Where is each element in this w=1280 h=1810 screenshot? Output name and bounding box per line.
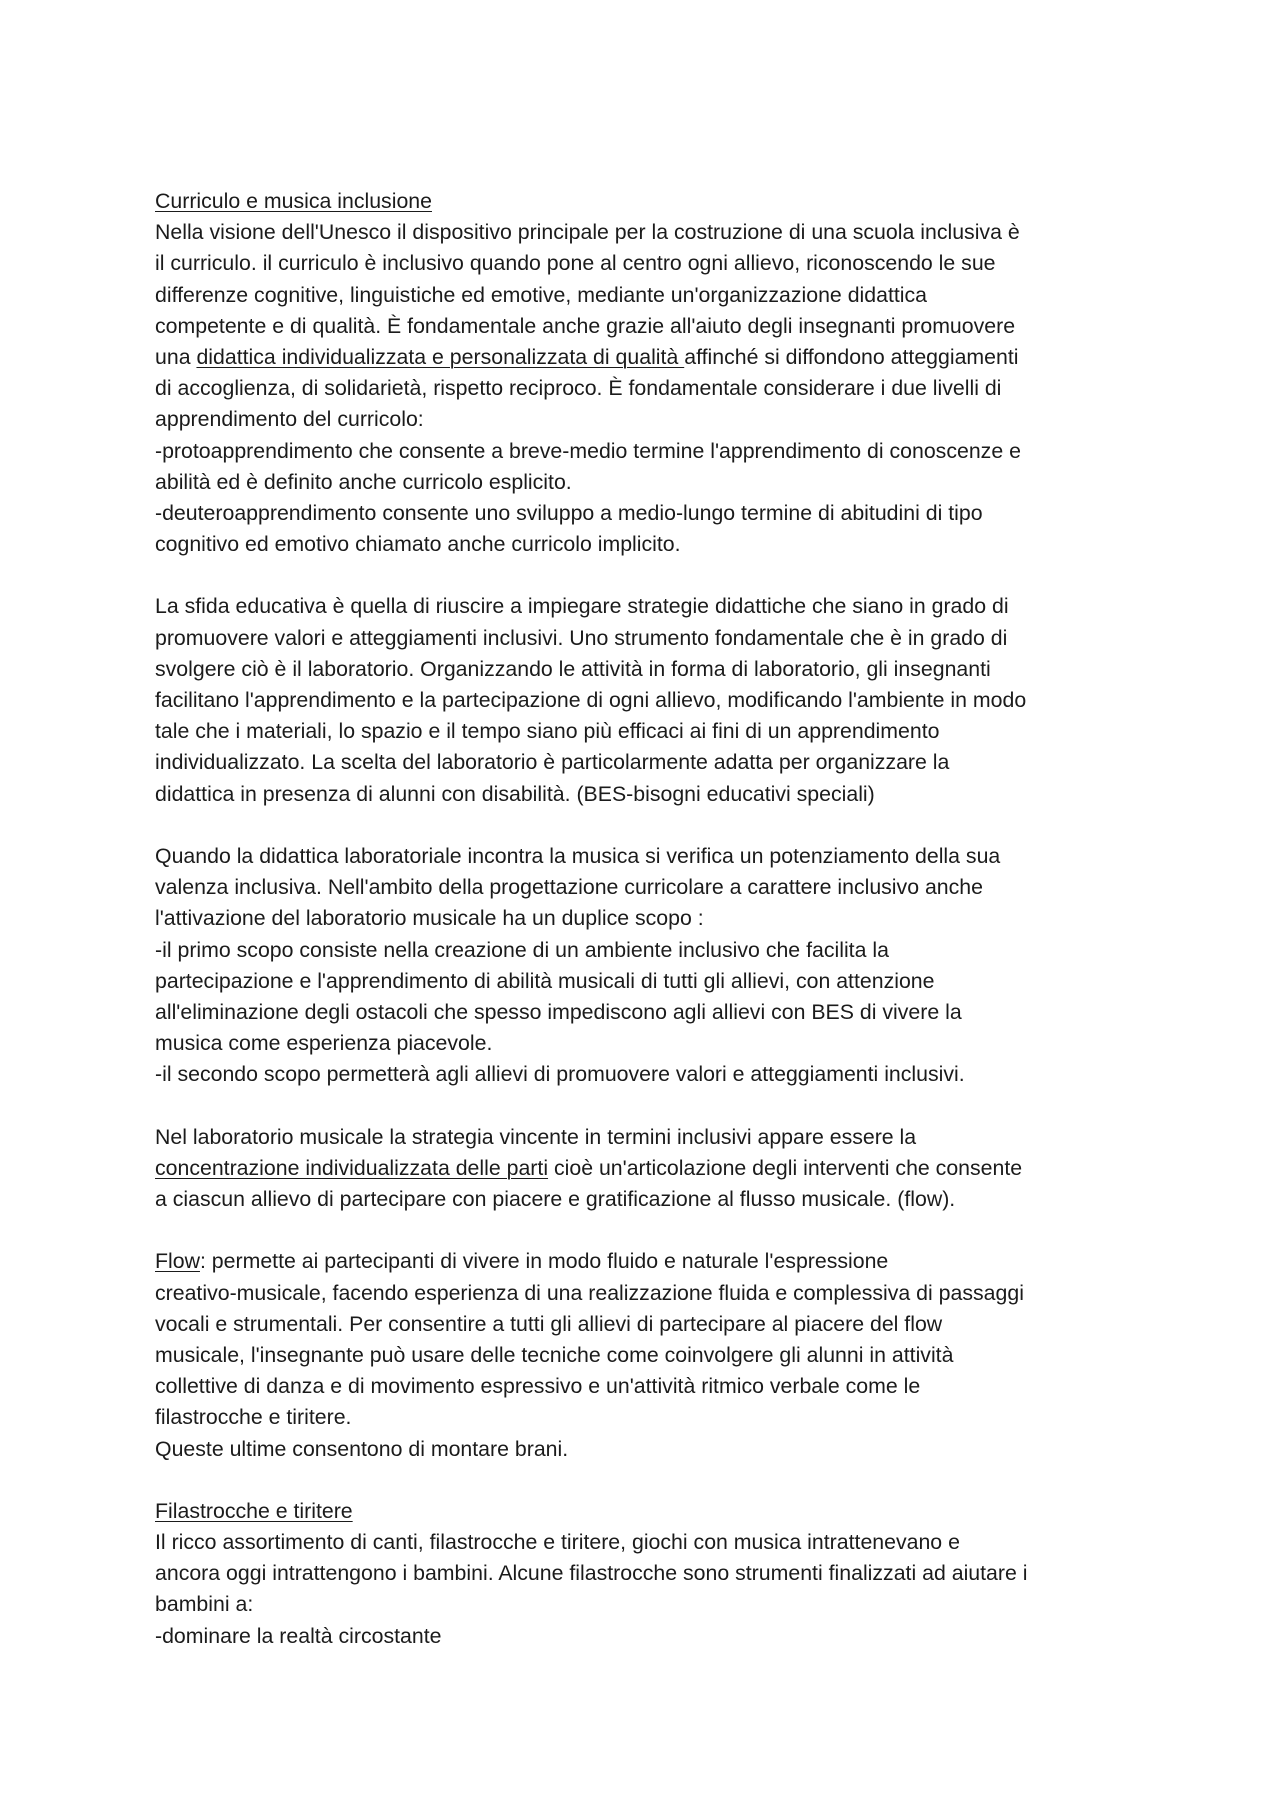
text-line — [155, 1122, 1145, 1153]
text-line — [155, 997, 1145, 1028]
text-run: -il primo scopo consiste nella creazione di un ambiente inclusivo che facilita la — [155, 937, 889, 962]
text-line — [155, 1558, 1145, 1589]
text-line — [155, 1278, 1145, 1309]
text-run: affinché si diffondono atteggiamenti — [684, 344, 1019, 369]
text-line — [155, 373, 1145, 404]
underlined-phrase: didattica individualizzata e personalizzata di qualità — [196, 344, 685, 369]
text-run: collettive di danza e di movimento espressivo e un'attività ritmico verbale come le — [155, 1374, 921, 1399]
text-run: all'eliminazione degli ostacoli che spesso impediscono agli allievi con BES di vivere la — [155, 999, 962, 1024]
text-run: bambini a: — [155, 1592, 254, 1617]
text-line — [155, 1621, 1145, 1652]
text-line — [155, 217, 1145, 248]
text-run: didattica in presenza di alunni con disabilità. (BES-bisogni educativi speciali) — [155, 781, 875, 806]
text-run: vocali e strumentali. Per consentire a tutti gli allievi di partecipare al piacere del flow — [155, 1311, 943, 1336]
text-line — [155, 841, 1145, 872]
text-line — [155, 1434, 1145, 1465]
paragraph-spacer — [155, 810, 1145, 841]
text-run: abilità ed è definito anche curricolo esplicito. — [155, 469, 572, 494]
text-run: a ciascun allievo di partecipare con piacere e gratificazione al flusso musicale. (flow). — [155, 1187, 956, 1211]
text-run: musicale, l'insegnante può usare delle tecniche come coinvolgere gli alunni in attività — [155, 1342, 954, 1367]
text-run: cioè un'articolazione degli interventi che consente — [548, 1155, 1023, 1180]
text-line — [155, 1028, 1145, 1059]
text-run: -protoapprendimento che consente a breve-medio termine l'apprendimento di conoscenze e — [155, 438, 1021, 463]
text-line — [155, 467, 1145, 498]
text-line — [155, 1309, 1145, 1340]
text-line — [155, 654, 1145, 685]
text-line — [155, 248, 1145, 279]
section-heading: Filastrocche e tiritere — [155, 1498, 353, 1523]
text-line — [155, 1059, 1145, 1090]
text-line — [155, 342, 1145, 373]
text-run: svolgere ciò è il laboratorio. Organizzando le attività in forma di laboratorio, gli insegnanti — [155, 656, 991, 681]
text-line — [155, 1184, 1145, 1215]
text-run: l'attivazione del laboratorio musicale ha un duplice scopo : — [155, 906, 704, 931]
text-run: -dominare la realtà circostante — [155, 1623, 442, 1648]
text-run: di accoglienza, di solidarietà, rispetto reciproco. È fondamentale considerare i due livelli di — [155, 376, 1002, 401]
text-line — [155, 1527, 1145, 1558]
text-line — [155, 1371, 1145, 1402]
text-line — [155, 935, 1145, 966]
text-run: Nella visione dell'Unesco il dispositivo principale per la costruzione di una scuola inclusiva è — [155, 220, 1020, 245]
text-run: individualizzato. La scelta del laboratorio è particolarmente adatta per organizzare la — [155, 750, 950, 775]
text-line — [155, 903, 1145, 934]
paragraph-spacer — [155, 1215, 1145, 1246]
text-run: cognitivo ed emotivo chiamato anche curricolo implicito. — [155, 532, 681, 557]
text-run: competente e di qualità. È fondamentale anche grazie all'aiuto degli insegnanti promuovere — [155, 313, 1016, 338]
text-line — [155, 966, 1145, 997]
underlined-phrase: Flow — [155, 1249, 200, 1274]
text-run: valenza inclusiva. Nell'ambito della progettazione curricolare a carattere inclusivo anche — [155, 875, 983, 900]
text-run: una — [155, 344, 197, 369]
text-run: apprendimento del curricolo: — [155, 407, 424, 432]
text-line — [155, 1589, 1145, 1620]
text-run: Queste ultime consentono di montare brani. — [155, 1436, 569, 1461]
text-line — [155, 1402, 1145, 1433]
text-line — [155, 591, 1145, 622]
text-run: creativo-musicale, facendo esperienza di una realizzazione fluida e complessiva di passaggi — [155, 1280, 1024, 1305]
text-line — [155, 404, 1145, 435]
text-line — [155, 747, 1145, 778]
text-line — [155, 280, 1145, 311]
text-run: filastrocche e tiritere. — [155, 1405, 352, 1430]
paragraph-spacer — [155, 560, 1145, 591]
paragraph-spacer — [155, 1090, 1145, 1121]
text-run: Il ricco assortimento di canti, filastrocche e tiritere, giochi con musica intrattenevano e — [155, 1530, 960, 1555]
text-line — [155, 1153, 1145, 1184]
text-run: tale che i materiali, lo spazio e il tempo siano più efficaci ai fini di un apprendimento — [155, 719, 940, 744]
paragraph-spacer — [155, 1465, 1145, 1496]
text-run: Nel laboratorio musicale la strategia vincente in termini inclusivi appare essere la — [155, 1124, 917, 1149]
text-line — [155, 685, 1145, 716]
text-line — [155, 872, 1145, 903]
text-line — [155, 1246, 1145, 1277]
document-page — [155, 186, 1145, 1652]
text-run: promuovere valori e atteggiamenti inclusivi. Uno strumento fondamentale che è in grado di — [155, 625, 1008, 650]
text-run: -deuteroapprendimento consente uno sviluppo a medio-lungo termine di abitudini di tipo — [155, 500, 983, 525]
text-line — [155, 436, 1145, 467]
text-line — [155, 779, 1145, 810]
text-run: Quando la didattica laboratoriale incontra la musica si verifica un potenziamento della sua — [155, 843, 1001, 868]
text-run: il curriculo. il curriculo è inclusivo quando pone al centro ogni allievo, riconoscendo le sue — [155, 251, 996, 276]
text-line — [155, 498, 1145, 529]
text-line — [155, 623, 1145, 654]
text-run: : permette ai partecipanti di vivere in modo fluido e naturale l'espressione — [199, 1249, 889, 1274]
text-line — [155, 311, 1145, 342]
text-run: ancora oggi intrattengono i bambini. Alcune filastrocche sono strumenti finalizzati ad aiutare i — [155, 1561, 1028, 1586]
text-line — [155, 716, 1145, 747]
text-run: partecipazione e l'apprendimento di abilità musicali di tutti gli allievi, con attenzione — [155, 968, 935, 993]
text-run: musica come esperienza piacevole. — [155, 1031, 493, 1056]
underlined-phrase: concentrazione individualizzata delle parti — [155, 1155, 549, 1180]
text-run: facilitano l'apprendimento e la partecipazione di ogni allievo, modificando l'ambiente in modo — [155, 688, 1027, 712]
text-line — [155, 1340, 1145, 1371]
text-run: La sfida educativa è quella di riuscire a impiegare strategie didattiche che siano in grado di — [155, 594, 1009, 619]
section-heading: Curriculo e musica inclusione — [155, 189, 432, 213]
text-run: differenze cognitive, linguistiche ed emotive, mediante un'organizzazione didattica — [155, 282, 928, 307]
text-line — [155, 529, 1145, 560]
text-run: -il secondo scopo permetterà agli allievi di promuovere valori e atteggiamenti inclusivi. — [155, 1062, 965, 1087]
